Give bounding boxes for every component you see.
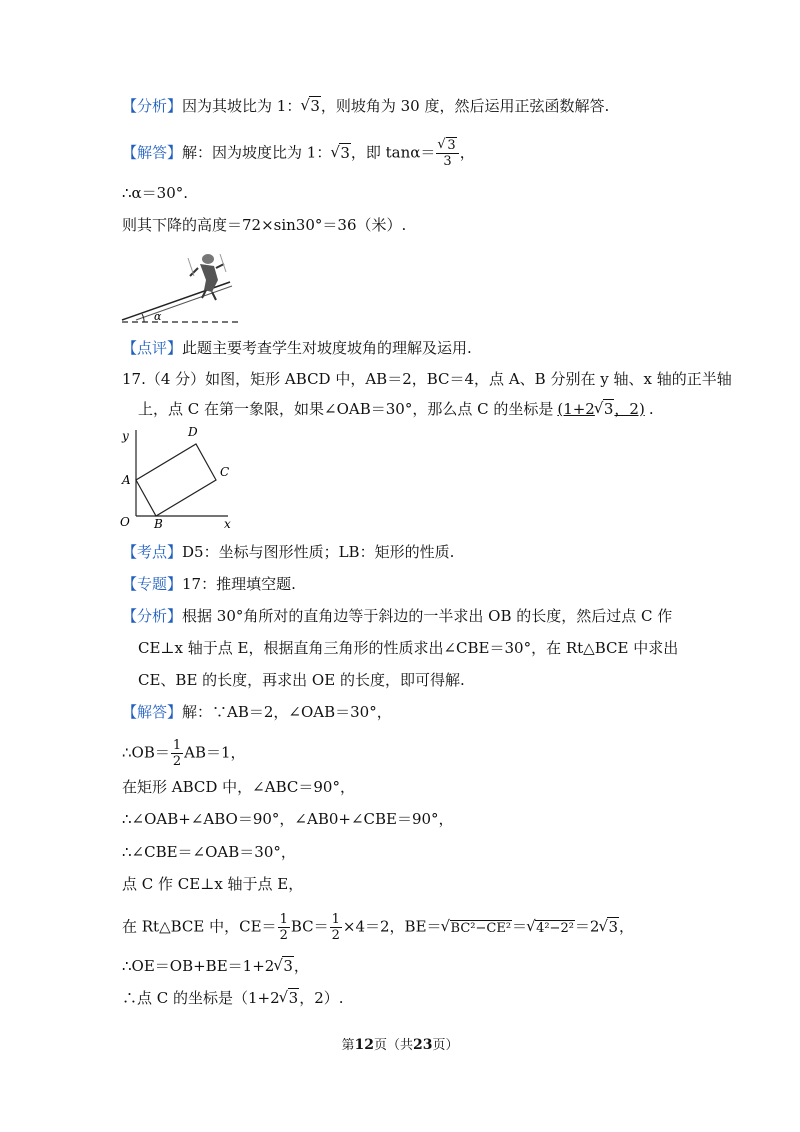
text: ，即 tanα＝ — [350, 143, 436, 162]
rectangle-abcd — [136, 444, 216, 516]
label-b: B — [154, 517, 163, 531]
point-line — [122, 541, 454, 563]
sqrt-symbol: √ BC²−CE² — [442, 916, 513, 940]
fraction-half: $\frac{1}{2}$ — [279, 912, 288, 943]
text: 此题主要考查学生对坡度坡角的理解及运用. — [182, 339, 472, 357]
text: ， — [459, 143, 475, 162]
q17-line1: 17.（4 分）如图，矩形 ABCD 中，AB＝2，BC＝4，点 A、B 分别在 y 轴、x 轴的正半轴 — [122, 370, 732, 388]
q17-line2 — [138, 398, 654, 420]
topic-tag: 【专题】 — [122, 575, 183, 593]
label-c: C — [220, 465, 230, 479]
sqrt-symbol: √ 3 — [301, 95, 321, 117]
solution-tag: 【解答】 — [122, 143, 183, 162]
analysis-line-16 — [122, 95, 609, 117]
text: D5：坐标与图形性质；LB：矩形的性质. — [182, 543, 455, 561]
slope-figure — [118, 246, 248, 328]
analysis-tag: 【分析】 — [122, 97, 183, 115]
analysis-line-17b: CE⊥x 轴于点 E，根据直角三角形的性质求出∠CBE＝30°，在 Rt△BCE 中求出 — [138, 639, 679, 657]
solution-line-16 — [122, 138, 475, 169]
sol-abc-line: 在矩形 ABCD 中，∠ABC＝90°， — [122, 778, 355, 796]
text: 根据 30°角所对的直角边等于斜边的一半求出 OB 的长度，然后过点 C 作 — [182, 607, 673, 625]
solution-line-17 — [122, 701, 392, 723]
sol-cbe-line: ∴∠CBE＝∠OAB＝30°， — [122, 843, 296, 861]
sqrt-symbol: √ 3 — [280, 987, 300, 1009]
text: 因为其坡比为 1： — [182, 97, 302, 115]
rectangle-figure — [118, 424, 238, 532]
fraction-half: $\frac{1}{2}$ — [331, 912, 340, 943]
height-line: 则其下降的高度＝72×sin30°＝36（米）. — [122, 216, 407, 234]
answer-blank: (1+2√ 3，2) — [553, 400, 648, 418]
comment-tag: 【点评】 — [122, 339, 183, 357]
sol-sum-line: ∴∠OAB+∠ABO＝90°，∠AB0+∠CBE＝90°， — [122, 810, 454, 828]
fraction: √ $\frac{3}{3}$ — [436, 138, 458, 169]
skier-icon — [188, 254, 226, 300]
page-footer: 第12页（共23页） — [341, 1037, 459, 1053]
text: ∴OB＝ — [122, 743, 170, 762]
point-tag: 【考点】 — [122, 543, 183, 561]
text: ， — [293, 957, 309, 975]
label-y: y — [122, 429, 129, 443]
page-total: 23 — [413, 1037, 433, 1053]
solution-tag: 【解答】 — [122, 703, 183, 721]
analysis-line-17c: CE、BE 的长度，再求出 OE 的长度，即可得解. — [138, 671, 465, 689]
text: 17：推理填空题. — [182, 575, 296, 593]
text: 在 Rt△BCE 中，CE＝ — [122, 917, 277, 936]
fraction-half: $\frac{1}{2}$ — [172, 738, 182, 769]
label-d: D — [188, 425, 198, 439]
text: BC＝ — [290, 917, 329, 936]
text: 解：∵AB＝2，∠OAB＝30°， — [182, 703, 392, 721]
topic-line — [122, 573, 296, 595]
analysis-line-17 — [122, 605, 672, 627]
text: ∴OE＝OB+BE＝1+2 — [122, 957, 275, 975]
text: AB＝1， — [184, 743, 246, 762]
text: 解：因为坡度比为 1： — [182, 143, 332, 162]
label-x: x — [224, 517, 231, 531]
sol-ob-line — [122, 738, 246, 769]
sol-ce-line: 点 C 作 CE⊥x 轴于点 E， — [122, 875, 304, 893]
sqrt-symbol: √ 4²−2² — [527, 916, 575, 940]
alpha-line: ∴α＝30°. — [122, 184, 189, 202]
page-number: 12 — [354, 1037, 374, 1053]
sqrt-symbol: √ 3 — [599, 916, 619, 938]
sqrt-symbol: √ 3 — [274, 955, 294, 977]
slope-line-2 — [136, 286, 232, 320]
text: ＝2 — [574, 917, 600, 936]
sol-final-line — [122, 987, 344, 1009]
alpha-label: α — [154, 310, 162, 323]
analysis-tag: 【分析】 — [122, 607, 183, 625]
text: ，则坡角为 30 度，然后运用正弦函数解答. — [320, 97, 610, 115]
text: . — [648, 400, 654, 418]
label-a: A — [122, 473, 131, 487]
text: ×4＝2，BE＝ — [342, 917, 442, 936]
sol-rt-line — [122, 912, 634, 943]
sqrt-symbol: √ 3 — [331, 142, 351, 164]
sol-oe-line — [122, 955, 309, 977]
text: ， — [619, 917, 635, 936]
text: ＝ — [512, 917, 528, 936]
label-o: O — [120, 515, 130, 529]
text: ，2）. — [299, 989, 344, 1007]
text: ∴点 C 的坐标是（1+2 — [122, 989, 280, 1007]
text: 上，点 C 在第一象限，如果∠OAB＝30°，那么点 C 的坐标是 — [138, 400, 554, 418]
comment-line-16 — [122, 337, 472, 359]
